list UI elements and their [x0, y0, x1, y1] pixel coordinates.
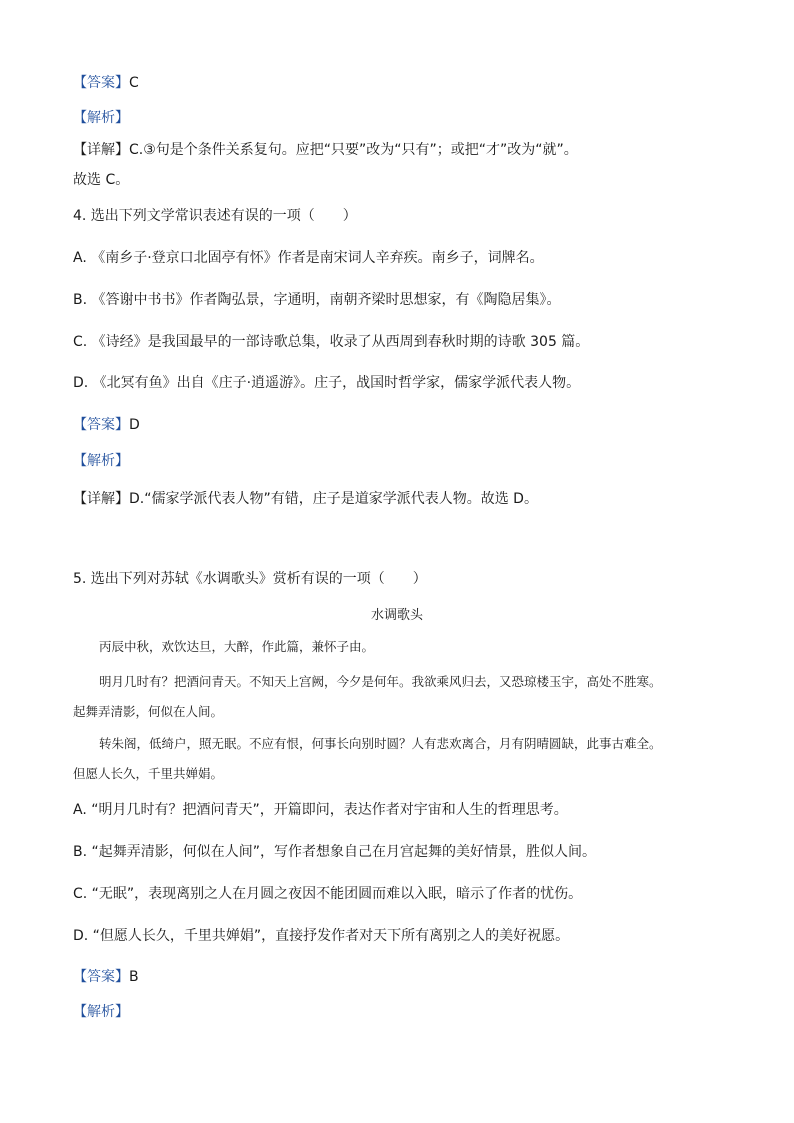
analysis-tag: 【解析】: [73, 453, 129, 469]
detail-tag: 【详解】: [73, 142, 129, 158]
detail-tag: 【详解】: [73, 491, 129, 507]
poem-stanza-1-line-1: 明月几时有？把酒问青天。不知天上宫阙，今夕是何年。我欲乘风归去，又恐琼楼玉宇，高处不胜寒。: [99, 674, 662, 689]
q4-option-a: A. 《南乡子·登京口北固亭有怀》作者是南宋词人辛弃疾。南乡子，词牌名。: [73, 250, 544, 266]
poem-stanza-1-line-2: 起舞弄清影，何似在人间。: [73, 704, 224, 719]
q3-answer-line: [73, 73, 754, 93]
analysis-tag: 【解析】: [73, 1004, 129, 1020]
q3-conclusion: 故选 C。: [73, 172, 130, 188]
q4-detail-line: [73, 489, 754, 509]
poem-title: 水调歌头: [370, 608, 423, 623]
poem-preface: 丙辰中秋，欢饮达旦，大醉，作此篇，兼怀子由。: [99, 639, 375, 654]
q4-option-c: C. 《诗经》是我国最早的一部诗歌总集，收录了从西周到春秋时期的诗歌 305 篇。: [73, 334, 590, 350]
answer-tag: 【答案】: [73, 417, 129, 433]
q3-analysis-line: [73, 108, 754, 128]
q5-option-c: C. “无眠”，表现离别之人在月圆之夜因不能团圆而难以入眠，暗示了作者的忧伤。: [73, 886, 583, 902]
q4-option-b: B. 《答谢中书书》作者陶弘景，字通明，南朝齐梁时思想家，有《陶隐居集》。: [73, 292, 561, 308]
q5-option-b: B. “起舞弄清影，何似在人间”，写作者想象自己在月宫起舞的美好情景，胜似人间。: [73, 844, 597, 860]
q4-question: 4. 选出下列文学常识表述有误的一项（ ）: [73, 208, 357, 224]
answer-tag: 【答案】: [73, 969, 129, 985]
q4-option-d: D. 《北冥有鱼》出自《庄子·逍遥游》。庄子，战国时哲学家，儒家学派代表人物。: [73, 375, 581, 391]
answer-tag: 【答案】: [73, 75, 129, 91]
answer-value: B: [129, 969, 139, 985]
answer-value: D: [129, 417, 140, 433]
analysis-tag: 【解析】: [73, 110, 129, 126]
answer-value: C: [129, 75, 139, 91]
q4-analysis-line: [73, 451, 754, 471]
q5-answer-line: [73, 967, 754, 987]
q4-answer-line: [73, 415, 754, 435]
q3-detail-line: [73, 140, 754, 160]
detail-text: C.③句是个条件关系复句。应把“只要”改为“只有”；或把“才”改为“就”。: [129, 142, 578, 158]
detail-text: D.“儒家学派代表人物”有错，庄子是道家学派代表人物。故选 D。: [129, 491, 538, 507]
q5-option-d: D. “但愿人长久，千里共婵娟”，直接抒发作者对天下所有离别之人的美好祝愿。: [73, 928, 570, 944]
q5-question: 5. 选出下列对苏轼《水调歌头》赏析有误的一项（ ）: [73, 571, 427, 587]
poem-stanza-2-line-2: 但愿人长久，千里共婵娟。: [73, 766, 224, 781]
q5-option-a: A. “明月几时有？把酒问青天”，开篇即问，表达作者对宇宙和人生的哲理思考。: [73, 802, 568, 818]
poem-stanza-2-line-1: 转朱阁，低绮户，照无眠。不应有恨，何事长向别时圆？人有悲欢离合，月有阴晴圆缺，此事古难全。: [99, 736, 662, 751]
q5-analysis-line: [73, 1002, 754, 1022]
